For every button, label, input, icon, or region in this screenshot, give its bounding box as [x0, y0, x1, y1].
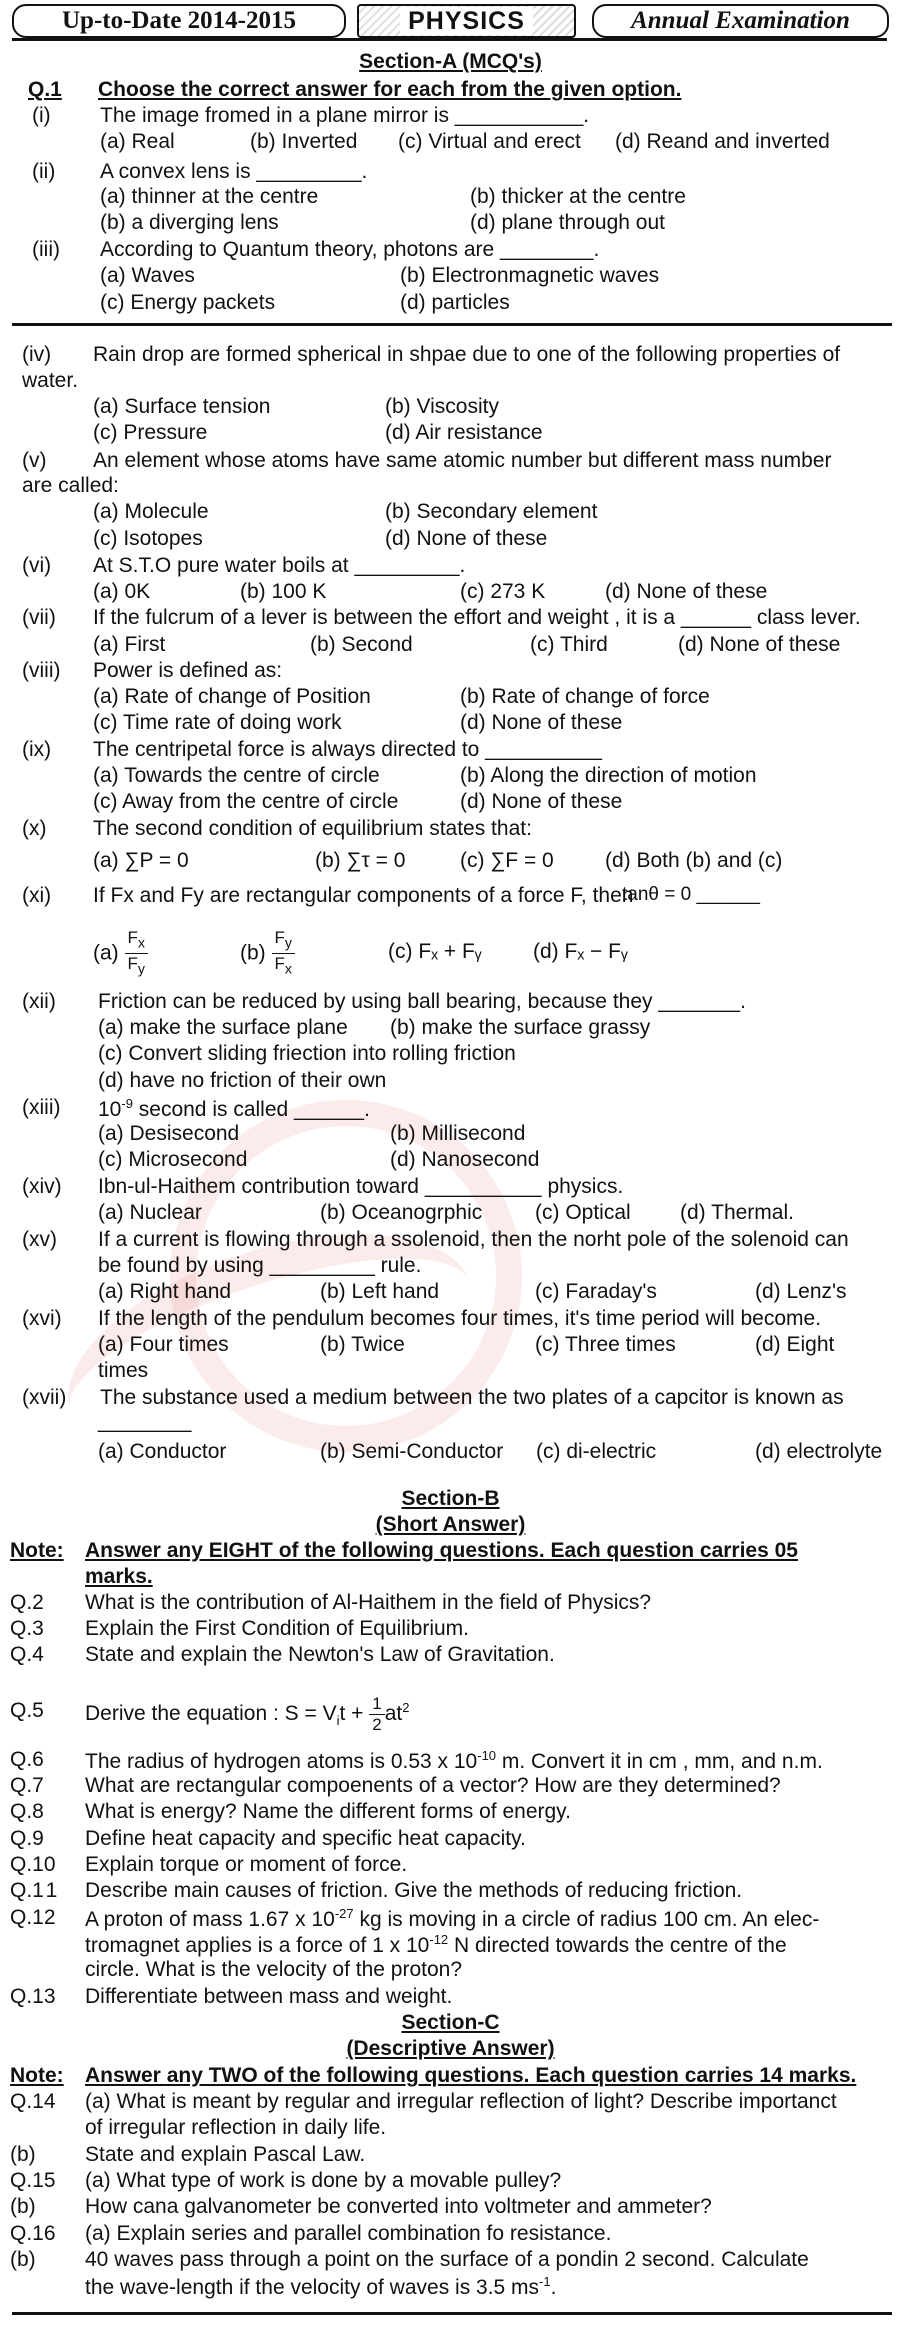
question-num: Q.7: [10, 1774, 44, 1797]
mcq-option: (d) Thermal.: [680, 1201, 794, 1224]
q1-instruction: Choose the correct answer for each from the given option.: [98, 78, 682, 101]
question-num: (b): [10, 2143, 36, 2166]
mcq-option: (a) ∑P = 0: [93, 849, 189, 872]
mcq-option: (c) Microsecond: [98, 1148, 248, 1171]
mcq-text: If the length of the pendulum becomes four times, it's time period will become.: [98, 1307, 822, 1330]
mcq-option: (c) Convert sliding friection into rolling friction: [98, 1042, 516, 1065]
question-num: Q.8: [10, 1800, 44, 1823]
mcq-num: (x): [22, 817, 47, 840]
mcq-num: (xiv): [22, 1175, 62, 1198]
mcq-text-cont: times: [98, 1359, 149, 1382]
mcq-option: (c) Away from the centre of circle: [93, 790, 399, 813]
mcq-option: (a) Real: [100, 130, 175, 153]
question-num: Q.15: [10, 2169, 56, 2192]
question-text: 40 waves pass through a point on the surface of a pondin 2 second. Calculate: [85, 2248, 809, 2271]
mcq-option: (a) Right hand: [98, 1280, 232, 1303]
section-b-note-cont: marks.: [85, 1565, 153, 1588]
section-b-subtitle: (Short Answer): [375, 1513, 526, 1536]
note-label: Note:: [10, 2064, 64, 2087]
question-text: What is energy? Name the different forms of energy.: [85, 1800, 571, 1823]
question-num: Q.4: [10, 1643, 44, 1666]
mcq-text: The second condition of equilibrium states that:: [93, 817, 532, 840]
question-num: Q.14: [10, 2090, 56, 2113]
section-divider: [12, 323, 892, 326]
mcq-option: (c) Time rate of doing work: [93, 711, 342, 734]
mcq-text: A convex lens is _________.: [100, 160, 368, 183]
mcq-option: (d) None of these: [460, 790, 623, 813]
header-subject: PHYSICS: [357, 4, 576, 38]
header-exam: Annual Examination: [592, 4, 889, 38]
question-num: Q.16: [10, 2222, 56, 2245]
mcq-num: (viii): [22, 659, 61, 682]
mcq-option: (c) Isotopes: [93, 527, 203, 550]
question-text: State and explain the Newton's Law of Gravitation.: [85, 1643, 555, 1666]
mcq-option: (c) 273 K: [460, 580, 546, 603]
question-text-cont: of irregular reflection in daily life.: [85, 2116, 387, 2139]
mcq-text: Power is defined as:: [93, 659, 283, 682]
question-text: Explain torque or moment of force.: [85, 1853, 408, 1876]
mcq-num: (iv): [22, 343, 52, 366]
mcq-text-cont: be found by using _________ rule.: [98, 1254, 422, 1277]
mcq-option: (c) Three times: [535, 1333, 676, 1356]
mcq-option: (b) Inverted: [250, 130, 358, 153]
mcq-option: (a) Desisecond: [98, 1122, 240, 1145]
mcq-option: (b) Oceanogrphic: [320, 1201, 483, 1224]
question-text: Describe main causes of friction. Give the methods of reducing friction.: [85, 1879, 743, 1902]
fraction-fx-fy: $\frac{F_x}{F_y}$: [125, 928, 148, 980]
mcq-text-cont: are called:: [22, 474, 119, 497]
mcq-option: (d) Reand and inverted: [615, 130, 830, 153]
mcq-option: (b) Viscosity: [385, 395, 499, 418]
header-year: Up-to-Date 2014-2015: [12, 4, 346, 38]
mcq-option: (a) Towards the centre of circle: [93, 764, 380, 787]
question-num: Q.9: [10, 1827, 44, 1850]
section-b-title: Section-B: [401, 1487, 500, 1510]
mcq-option: (b) Rate of change of force: [460, 685, 710, 708]
mcq-option: (d) None of these: [385, 527, 548, 550]
mcq-option: (b) ∑τ = 0: [315, 849, 406, 872]
mcq-num: (xvi): [22, 1307, 62, 1330]
mcq-num: (xii): [22, 990, 56, 1013]
mcq-option: (a) make the surface plane: [98, 1016, 348, 1039]
mcq-option: (d) Eight: [755, 1333, 835, 1356]
section-c-title: Section-C: [401, 2011, 500, 2034]
mcq-option: (c) Faraday's: [535, 1280, 657, 1303]
mcq-option: (b) Along the direction of motion: [460, 764, 757, 787]
mcq-text: Ibn-ul-Haithem contribution toward __________ physics.: [98, 1175, 624, 1198]
question-num: Q.2: [10, 1591, 44, 1614]
mcq-num: (i): [32, 104, 51, 127]
mcq-option: (c) Virtual and erect: [398, 130, 581, 153]
mcq-option: (a) Molecule: [93, 500, 209, 523]
mcq-text: $10^{-9}$ second is called ______.: [98, 1096, 370, 1121]
mcq-text: If a current is flowing through a ssolenoid, then the norht pole of the solenoid can: [98, 1228, 849, 1251]
page-header: [12, 4, 887, 41]
question-num: Q.1 1: [10, 1879, 58, 1902]
mcq-option: (c) di-electric: [536, 1440, 657, 1463]
question-text: Differentiate between mass and weight.: [85, 1985, 453, 2008]
mcq-text-cont: water.: [22, 369, 79, 392]
mcq-text: The substance used a medium between the two plates of a capcitor is known as: [100, 1386, 844, 1409]
question-text: The radius of hydrogen atoms is 0.53 x $10^{-10}$ m. Convert it in cm , mm, and n.m.: [85, 1748, 823, 1773]
section-c-subtitle: (Descriptive Answer): [346, 2037, 555, 2060]
mcq-text: If Fx and Fy are rectangular components of a force F, then: [93, 884, 634, 907]
mcq-option: (b) make the surface grassy: [390, 1016, 651, 1039]
mcq-num: (iii): [32, 238, 60, 261]
mcq-option: (a) Nuclear: [98, 1201, 202, 1224]
fraction-fy-fx: $\frac{F_y}{F_x}$: [272, 928, 295, 980]
mcq-option: (c) Optical: [535, 1201, 631, 1224]
mcq-text: According to Quantum theory, photons are ________.: [100, 238, 600, 261]
mcq-option: (a) $\frac{F_x}{F_y}$: [93, 928, 148, 980]
mcq-text: The centripetal force is always directed to __________: [93, 738, 602, 761]
question-num: Q.6: [10, 1748, 44, 1771]
mcq-option: (d) Air resistance: [385, 421, 543, 444]
section-b-note: Answer any EIGHT of the following questions. Each question carries 05: [85, 1539, 798, 1562]
mcq-text: Rain drop are formed spherical in shpae due to one of the following properties of: [93, 343, 841, 366]
mcq-num: (xi): [22, 884, 52, 907]
mcq-equation: tanθ = 0 ______: [622, 884, 760, 905]
mcq-option: (d) None of these: [678, 633, 841, 656]
mcq-option: (d) None of these: [605, 580, 768, 603]
question-text: (a) What type of work is done by a movable pulley?: [85, 2169, 562, 2192]
mcq-option: (b) $\frac{F_y}{F_x}$: [240, 928, 295, 980]
question-text: How cana galvanometer be converted into voltmeter and ammeter?: [85, 2195, 712, 2218]
mcq-option: (b) Second: [310, 633, 413, 656]
question-text: What is the contribution of Al-Haithem in the field of Physics?: [85, 1591, 652, 1614]
question-text: A proton of mass 1.67 x $10^{-27}$ kg is moving in a circle of radius 100 cm. An elec-: [85, 1906, 820, 1931]
question-num: Q.12: [10, 1906, 56, 1929]
question-num: Q.5: [10, 1699, 44, 1722]
mcq-option: (a) 0K: [93, 580, 151, 603]
section-a-title: Section-A (MCQ's): [359, 50, 542, 73]
question-text: Define heat capacity and specific heat capacity.: [85, 1827, 526, 1850]
question-num: (b): [10, 2195, 36, 2218]
mcq-option: (d) plane through out: [470, 211, 665, 234]
question-text: State and explain Pascal Law.: [85, 2143, 366, 2166]
mcq-option: (d) electrolyte: [755, 1440, 883, 1463]
mcq-option: (b) Twice: [320, 1333, 405, 1356]
mcq-option: (d) Lenz's: [755, 1280, 847, 1303]
mcq-num: (xiii): [22, 1096, 61, 1119]
mcq-option: (b) Semi-Conductor: [320, 1440, 504, 1463]
question-text: Explain the First Condition of Equilibrium.: [85, 1617, 470, 1640]
mcq-num: (xv): [22, 1228, 57, 1251]
mcq-num: (v): [22, 449, 47, 472]
mcq-option: (d) Fₓ − Fᵧ: [533, 940, 628, 963]
question-num: Q.10: [10, 1853, 56, 1876]
mcq-option: (c) Pressure: [93, 421, 208, 444]
mcq-num: (ix): [22, 738, 52, 761]
mcq-option: (b) Left hand: [320, 1280, 440, 1303]
mcq-option: (b) Secondary element: [385, 500, 598, 523]
question-text: (a) Explain series and parallel combination fo resistance.: [85, 2222, 612, 2245]
mcq-option: (c) ∑F = 0: [460, 849, 554, 872]
question-text-cont: the wave-length if the velocity of waves is 3.5 $ms^{-1}$.: [85, 2274, 557, 2299]
bottom-divider: [12, 2312, 892, 2315]
mcq-option: (d) have no friction of their own: [98, 1069, 387, 1092]
mcq-option: (d) Both (b) and (c): [605, 849, 783, 872]
mcq-text: If the fulcrum of a lever is between the effort and weight , it is a ______ class lever.: [93, 606, 861, 629]
mcq-num: (ii): [32, 160, 56, 183]
question-text: (a) What is meant by regular and irregular reflection of light? Describe importanct: [85, 2090, 837, 2113]
mcq-option: (d) Nanosecond: [390, 1148, 540, 1171]
mcq-text: Friction can be reduced by using ball bearing, because they _______.: [98, 990, 746, 1013]
mcq-option: (b) a diverging lens: [100, 211, 279, 234]
mcq-option: (a) Rate of change of Position: [93, 685, 371, 708]
mcq-option: (b) Electronmagnetic waves: [400, 264, 660, 287]
mcq-option: (c) Third: [530, 633, 608, 656]
mcq-option: (a) Surface tension: [93, 395, 271, 418]
mcq-option: (b) Millisecond: [390, 1122, 526, 1145]
mcq-option: (d) particles: [400, 291, 510, 314]
question-text: What are rectangular compoenents of a vector? How are they determined?: [85, 1774, 781, 1797]
section-c-note: Answer any TWO of the following questions. Each question carries 14 marks.: [85, 2064, 857, 2087]
mcq-option: (d) None of these: [460, 711, 623, 734]
mcq-option: (b) thicker at the centre: [470, 185, 686, 208]
mcq-option: (c) Energy packets: [100, 291, 276, 314]
question-num: Q.3: [10, 1617, 44, 1640]
mcq-text: An element whose atoms have same atomic number but different mass number: [93, 449, 832, 472]
mcq-num: (xvii): [22, 1386, 67, 1409]
mcq-text: At S.T.O pure water boils at _________.: [93, 554, 466, 577]
mcq-option: (a) First: [93, 633, 166, 656]
question-num: (b): [10, 2248, 36, 2271]
mcq-option: (c) Fₓ + Fᵧ: [388, 940, 482, 963]
mcq-num: (vii): [22, 606, 56, 629]
question-text-cont: circle. What is the velocity of the proton?: [85, 1958, 463, 1981]
mcq-option: (a) Four times: [98, 1333, 229, 1356]
mcq-text-cont: ________: [98, 1410, 192, 1433]
mcq-option: (a) Conductor: [98, 1440, 227, 1463]
mcq-option: (b) 100 K: [240, 580, 327, 603]
mcq-text: The image fromed in a plane mirror is ___________.: [100, 104, 590, 127]
question-text-equation: Derive the equation : $S = V_it$ + $\frac{1}{2}$ $at^2$: [85, 1693, 410, 1734]
question-text-cont: tromagnet applies is a force of 1 x $10^{-12}$ N directed towards the centre of the: [85, 1932, 787, 1957]
q1-label: Q.1: [28, 78, 62, 101]
mcq-num: (vi): [22, 554, 52, 577]
mcq-option: (a) Waves: [100, 264, 195, 287]
mcq-option: (a) thinner at the centre: [100, 185, 319, 208]
note-label: Note:: [10, 1539, 64, 1562]
question-num: Q.13: [10, 1985, 56, 2008]
